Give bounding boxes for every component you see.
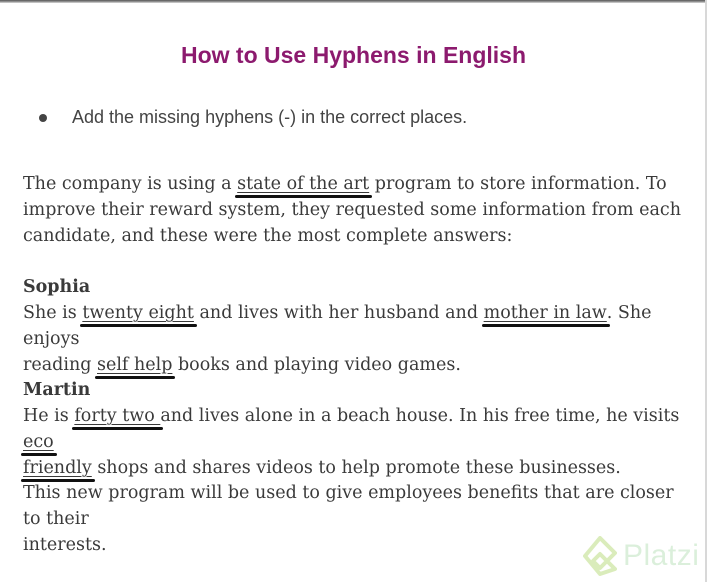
instruction-text: Add the missing hyphens (-) in the correct places. bbox=[72, 107, 468, 127]
intro-text-1: The company is using a bbox=[23, 174, 238, 194]
sophia-section bbox=[23, 274, 693, 378]
martin-section bbox=[23, 377, 693, 481]
martin-text-3: shops and shares videos to help promote these businesses. bbox=[91, 458, 621, 478]
instruction-item bbox=[36, 107, 467, 128]
blank-mother-in-law: mother in law bbox=[483, 303, 607, 323]
sophia-text-5: books and playing video games. bbox=[172, 355, 461, 375]
intro-paragraph bbox=[23, 171, 693, 249]
blank-eco: eco bbox=[23, 432, 54, 452]
blank-state-of-the-art: state of the art bbox=[237, 174, 370, 194]
sophia-text-1: She is bbox=[23, 303, 83, 323]
intro-text-3: improve their reward system, they requested some information from each bbox=[23, 200, 682, 220]
closing-text-2: interests. bbox=[23, 535, 107, 555]
sophia-text-3: . She enjoys bbox=[23, 303, 652, 349]
closing-text-1: This new program will be used to give employees benefits that are closer to their bbox=[23, 483, 674, 529]
blank-forty-two: forty two bbox=[74, 406, 161, 426]
blank-friendly: friendly bbox=[23, 458, 92, 478]
blank-twenty-eight: twenty eight bbox=[82, 303, 194, 323]
intro-text-4: candidate, and these were the most complete answers: bbox=[23, 226, 513, 246]
platzi-watermark bbox=[583, 536, 699, 576]
bullet-icon bbox=[39, 114, 47, 122]
sophia-text-4: reading bbox=[23, 355, 97, 375]
intro-text-2: program to store information. To bbox=[369, 174, 667, 194]
martin-name: Martin bbox=[23, 380, 91, 400]
platzi-brand-text: Platzi bbox=[623, 539, 700, 572]
top-shadow-bar bbox=[0, 0, 707, 3]
platzi-logo-icon bbox=[583, 536, 617, 576]
martin-text-2: and lives alone in a beach house. In his free time, he visits bbox=[160, 406, 680, 426]
sophia-name: Sophia bbox=[23, 277, 91, 297]
blank-self-help: self help bbox=[97, 355, 173, 375]
page-title: How to Use Hyphens in English bbox=[180, 42, 527, 68]
martin-text-1: He is bbox=[23, 406, 75, 426]
sophia-text-2: and lives with her husband and bbox=[193, 303, 484, 323]
